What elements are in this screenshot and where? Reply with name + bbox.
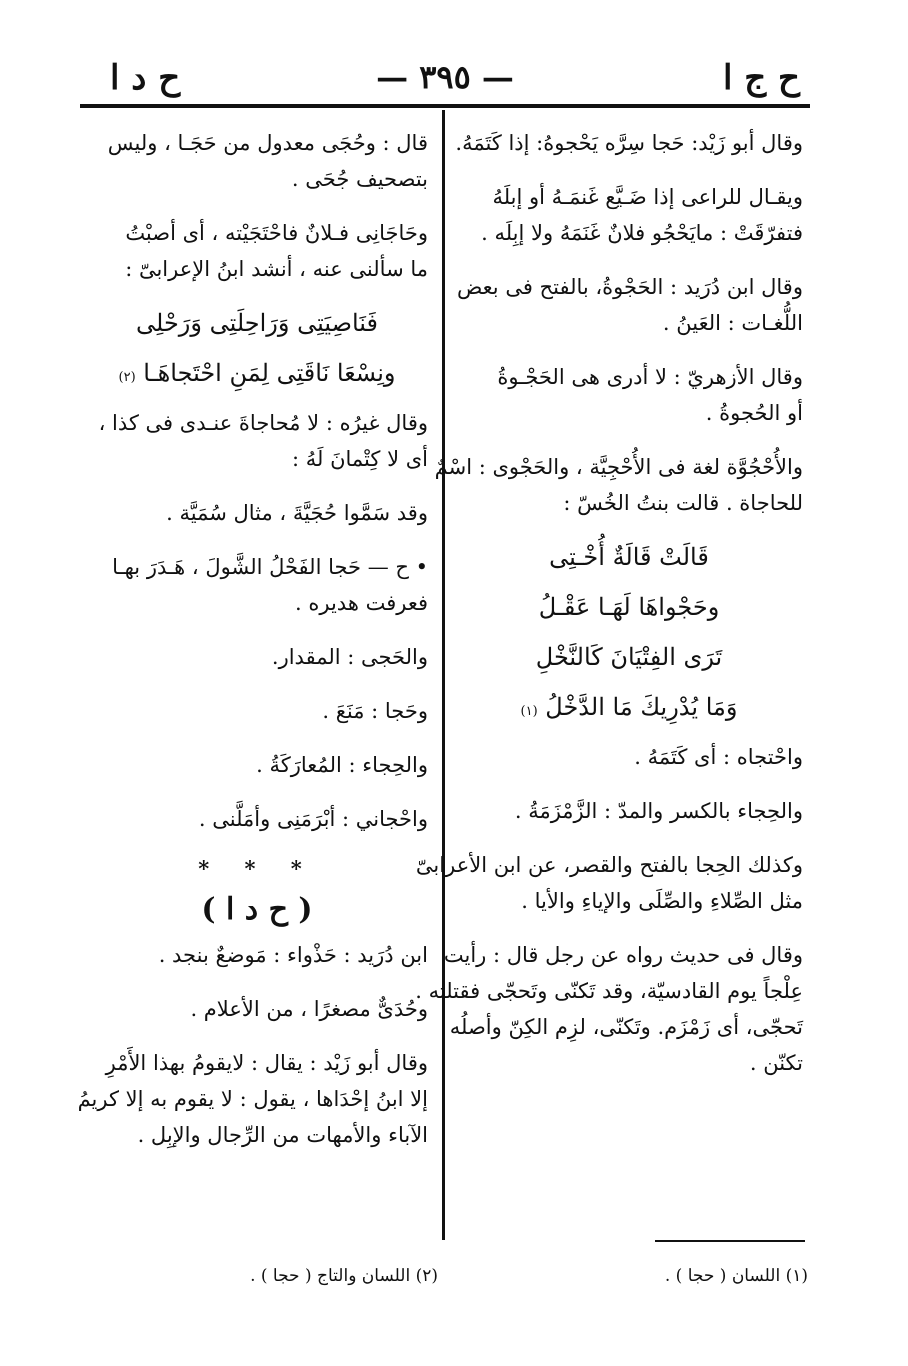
text-line: والحِجاء بالكسر والمدّ : الزَّمْزَمَةُ . — [514, 799, 803, 823]
page-header — [80, 58, 810, 108]
text-line: وحَجا : مَنَعَ . — [322, 699, 428, 723]
verse-line: تَرَى الفِتْيَانَ كَالنَّخْلِ — [535, 643, 723, 671]
text-line: فعرفت هديره . — [295, 591, 428, 615]
paragraph — [455, 740, 803, 776]
text-line: والأُحْجُوَّة لغة فى الأُحْجِيَّة ، والحَجْوى : اسْمٌ — [434, 455, 803, 479]
text-line: أى لا كِتْمانَ لَهُ : — [292, 447, 428, 471]
text-line: وقال أبو زَيْد: حَجا سِرَّه يَحْجوهُ: إذا كَتَمَهُ. — [455, 131, 803, 155]
footnote-right: (١) اللسان ( حجا ) . — [664, 1266, 808, 1286]
footnote-left: (٢) اللسان والتاج ( حجا ) . — [250, 1266, 438, 1286]
text-line: إلا ابنُ إحْدَاها ، يقول : لا يقوم به إلا كريمُ — [77, 1087, 428, 1111]
paragraph — [455, 270, 803, 342]
paragraph — [455, 126, 803, 162]
text-line: واحْجاني : أبْرَمَنِى وأمَلَّنى . — [198, 807, 428, 831]
paragraph — [455, 360, 803, 432]
text-line: للحاجاة . قالت بنتُ الخُسّ : — [563, 491, 803, 515]
paragraph — [455, 794, 803, 830]
paragraph — [434, 450, 803, 522]
text-line: عِلْجاً يوم القادسيّة، وقد تَكنّى وتَحجّى فقتلته . — [415, 979, 803, 1003]
text-line: والحِجاء : المُعارَكَةُ . — [256, 753, 428, 777]
text-line: وقال الأزهريّ : لا أدرى هى الحَجْـوةُ — [497, 365, 803, 389]
text-line: مثل الصِّلاءِ والصِّلَى والإياءِ والأيا . — [521, 889, 803, 913]
footnote-rule — [655, 1240, 805, 1242]
paragraph — [415, 848, 803, 920]
text-line: واحْتجاه : أى كَتَمَهُ . — [634, 745, 803, 769]
paragraph — [86, 802, 428, 838]
text-line: تكنّن . — [749, 1051, 803, 1075]
text-line: فتفرّقَتْ : مايَحْجُو فلانٌ غَنَمَهُ ولا إبِلَه . — [481, 221, 803, 245]
paragraph — [455, 180, 803, 252]
paragraph — [86, 216, 428, 288]
paragraph — [86, 126, 428, 198]
text-line: وحُدَىٌّ مصغرًا ، من الأعلام . — [190, 997, 428, 1021]
section-title: ( ح د ا ) — [201, 892, 313, 927]
verse-line: فَنَاصِيَتِى وَرَاحِلَتِى وَرَحْلِى — [136, 309, 378, 337]
text-line: قال : وحُجَى معدول من حَجَـا ، وليس — [107, 131, 428, 155]
footnote-marker: (١) — [520, 704, 538, 719]
text-line: بتصحيف جُحَى . — [291, 167, 428, 191]
text-line: الآباء والأمهات من الرِّجال والإبِل . — [137, 1123, 428, 1147]
text-line: ما سألنى عنه ، أنشد ابنُ الإعرابىّ : — [125, 257, 428, 281]
text-line: أو الحُجوةُ . — [705, 401, 803, 425]
footnote-marker: (٢) — [118, 370, 136, 385]
section-separator: * * * — [198, 856, 316, 881]
paragraph — [86, 748, 428, 784]
verse-line — [86, 356, 428, 396]
paragraph — [86, 496, 428, 532]
text-line: وقال فى حديث رواه عن رجل قال : رأيت — [443, 943, 803, 967]
verse-line — [455, 690, 803, 730]
text-line: اللُّغـات : العَينُ . — [662, 311, 803, 335]
paragraph — [86, 938, 428, 974]
paragraph — [86, 992, 428, 1028]
paragraph — [86, 550, 428, 622]
text-line: وقال أبو زَيْد : يقال : لايقومُ بهذا الأَمْرِ — [105, 1051, 428, 1075]
paragraph — [86, 694, 428, 730]
text-line: ويقـال للراعى إذا ضَـيَّع غَنمَـهُ أو إبلَهُ — [492, 185, 803, 209]
text-line: وحَاجَانِى فـلانٌ فاحْتَجَيْته ، أى أصبْتُ — [125, 221, 428, 245]
verse-line: وحَجْواهَا لَهَـا عَقْـلُ — [538, 593, 720, 621]
verse-line: قَالَتْ قَالَةٌ أُخْـتِى — [549, 543, 709, 571]
text-line: وقال ابن دُرَيد : الحَجْوةُ، بالفتح فى بعض — [456, 275, 803, 299]
left-column — [77, 126, 428, 1172]
header-keyword-left: ح د ا — [110, 58, 181, 98]
paragraph — [77, 1046, 428, 1154]
verse-text: ونِسْعَا نَاقَتِى لِمَنِ احْتَجاهَـا — [143, 359, 396, 387]
paragraph — [86, 406, 428, 478]
right-column — [415, 126, 803, 1100]
column-divider — [442, 110, 445, 1240]
header-keyword-right: ح ج ا — [722, 58, 800, 98]
paragraph — [86, 640, 428, 676]
text-line: • ح — حَجا الفَحْلُ الشَّولَ ، هَـدَرَ بهـا — [112, 555, 428, 579]
text-line: وكذلك الحِجا بالفتح والقصر، عن ابن الأعرابىّ — [415, 853, 803, 877]
text-line: والحَجى : المقدار. — [271, 645, 428, 669]
text-line: ابن دُرَيد : حَذْواء : مَوضعٌ بنجد . — [158, 943, 428, 967]
paragraph — [415, 938, 803, 1082]
header-rule — [80, 104, 810, 108]
text-line: تَحجّى، أى زَمْزَم. وتَكنّى، لزِم الكِنّ وأصلُه — [449, 1015, 803, 1039]
text-line: وقد سَمَّوا حُجَيَّةَ ، مثال سُمَيَّة . — [166, 501, 428, 525]
text-line: وقال غيرُه : لا مُحاجاةَ عنـدى فى كذا ، — [98, 411, 428, 435]
page-number: — ٣٩٥ — — [376, 58, 514, 96]
verse-text: وَمَا يُدْرِيكَ مَا الدَّخْلُ — [545, 693, 738, 721]
